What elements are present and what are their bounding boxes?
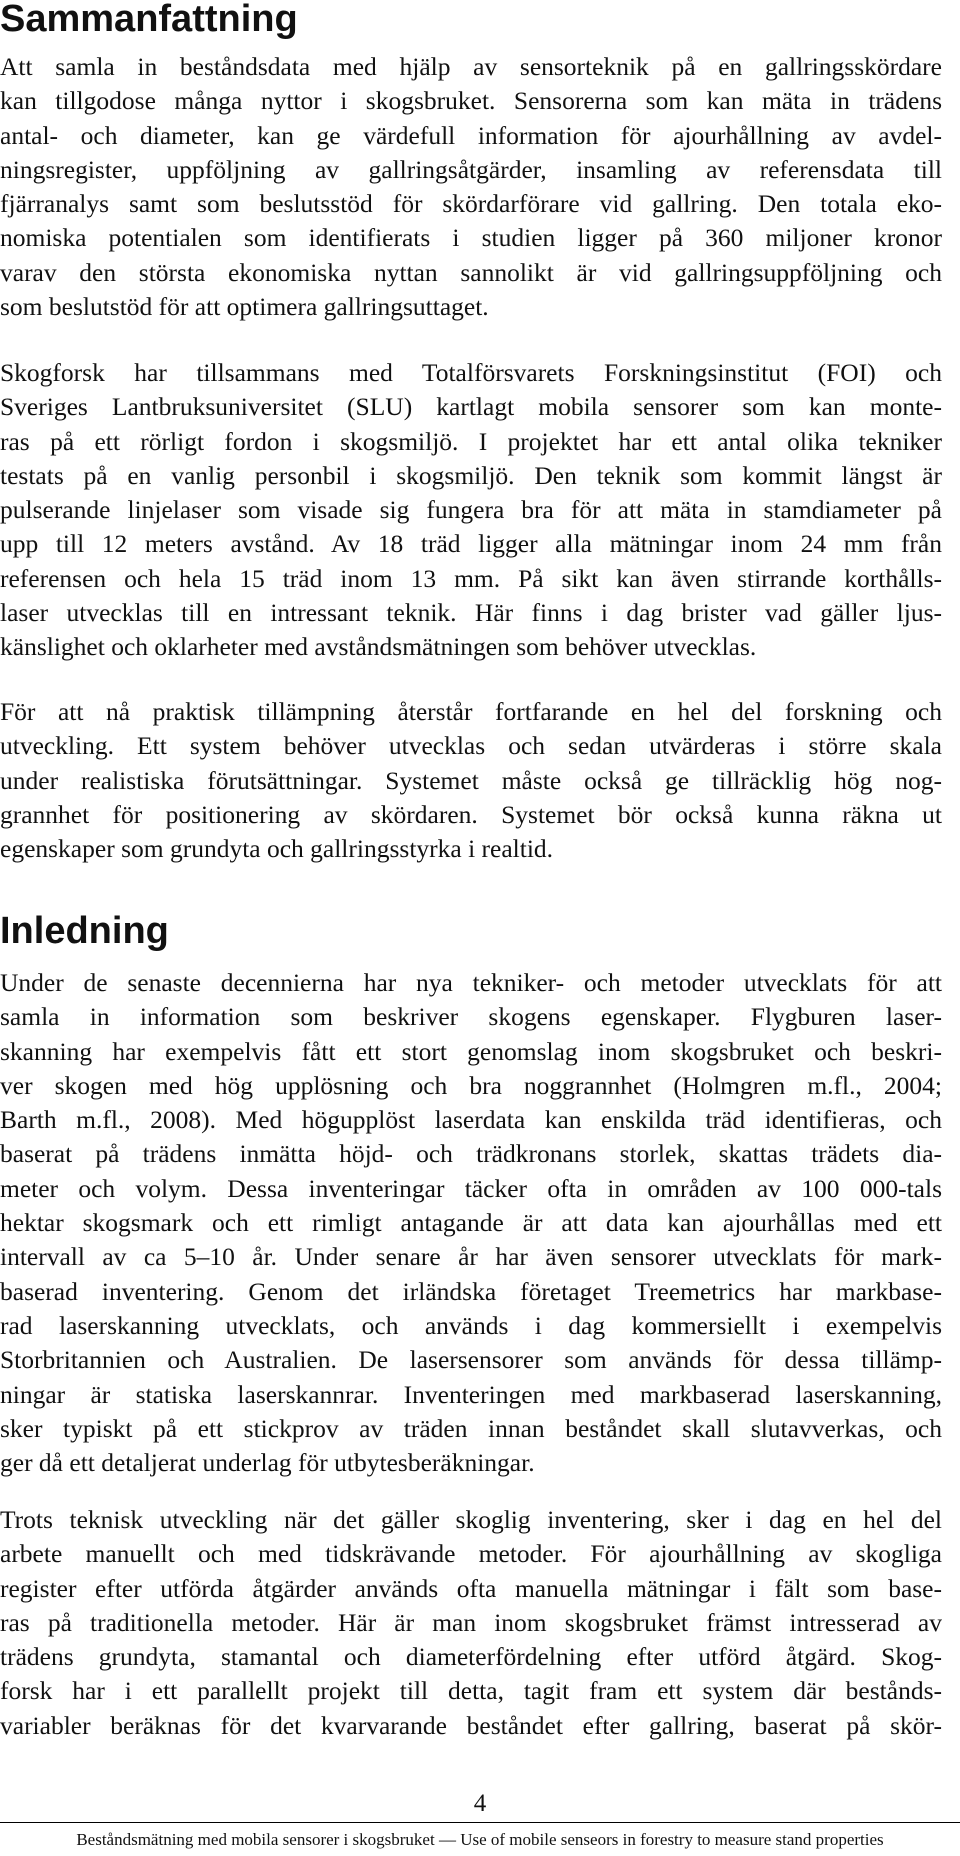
text-line: grannhet för positionering av skördaren. Systemet bör också kunna räkna ut — [0, 799, 942, 829]
text-line: skanning har exempelvis fått ett stort genomslag inom skogsbruket och beskri- — [0, 1036, 942, 1066]
text-line: kan tillgodose många nyttor i skogsbruket. Sensorerna som kan mäta in trädens — [0, 86, 942, 116]
text-line: hektar skogsmark och ett rimligt antagande är att data kan ajourhållas med ett — [0, 1208, 942, 1238]
text-line: pulserande linjelaser som visade sig fungera bra för att mäta in stamdiameter på — [0, 495, 942, 525]
text-line: baserad inventering. Genom det irländska företaget Treemetrics har markbase- — [0, 1276, 942, 1306]
summary-paragraph-3 — [0, 695, 942, 866]
text-line: varav den största ekonomiska nyttan sannolikt är vid gallringsuppföljning och — [0, 257, 942, 287]
intro-paragraph-1 — [0, 966, 942, 1480]
text-line: Att samla in beståndsdata med hjälp av sensorteknik på en gallringsskördare — [0, 52, 942, 81]
text-line: Under de senaste decennierna har nya tekniker- och metoder utvecklats för att — [0, 968, 942, 997]
text-line: Skogforsk har tillsammans med Totalförsvarets Forskningsinstitut (FOI) och — [0, 358, 942, 387]
page-number: 4 — [473, 1790, 487, 1817]
text-line: ras på ett rörligt fordon i skogsmiljö. I projektet har ett antal olika tekniker — [0, 426, 942, 456]
text-line: Sveriges Lantbruksuniversitet (SLU) kartlagt mobila sensorer som kan monte- — [0, 392, 942, 422]
text-line: under realistiska förutsättningar. Systemet måste också ge tillräcklig hög nog- — [0, 765, 942, 795]
intro-paragraph-2 — [0, 1503, 942, 1743]
text-line: utveckling. Ett system behöver utvecklas och sedan utvärderas i större skala — [0, 731, 942, 761]
text-line: meter och volym. Dessa inventeringar täcker ofta in områden av 100 000-tals — [0, 1173, 942, 1203]
text-line: ras på traditionella metoder. Här är man inom skogsbruket främst intresserad av — [0, 1607, 942, 1637]
text-line: ningsregister, uppföljning av gallringsåtgärder, insamling av referensdata till — [0, 154, 942, 184]
text-line: register efter utförda åtgärder används ofta manuella mätningar i fält som base- — [0, 1573, 942, 1603]
running-footer: Beståndsmätning med mobila sensorer i skogsbruket — Use of mobile senseors in forestry to measure stand properties — [76, 1830, 884, 1849]
text-line: samla in information som beskriver skogens egenskaper. Flygburen laser- — [0, 1002, 942, 1032]
text-line: Trots teknisk utveckling när det gäller skoglig inventering, sker i dag en hel del — [0, 1505, 942, 1534]
text-line: ver skogen med hög upplösning och bra noggrannhet (Holmgren m.fl., 2004; — [0, 1070, 942, 1100]
text-line: arbete manuellt och med tidskrävande metoder. För ajourhållning av skogliga — [0, 1539, 942, 1569]
text-line: som beslutstöd för att optimera gallringsuttaget. — [0, 292, 489, 322]
text-line: intervall av ca 5–10 år. Under senare år har även sensorer utvecklats för mark- — [0, 1242, 942, 1272]
text-line: upp till 12 meters avstånd. Av 18 träd ligger alla mätningar inom 24 mm från — [0, 529, 942, 559]
text-line: ger då ett detaljerat underlag för utbytesberäkningar. — [0, 1448, 535, 1478]
text-line: variabler beräknas för det kvarvarande beståndet efter gallring, baserat på skör- — [0, 1710, 942, 1740]
text-line: baserat på trädens inmätta höjd- och trädkronans storlek, skattas trädets dia- — [0, 1139, 942, 1169]
text-line: Barth m.fl., 2008). Med högupplöst laserdata kan enskilda träd identifieras, och — [0, 1105, 942, 1135]
text-line: För att nå praktisk tillämpning återstår fortfarande en hel del forskning och — [0, 697, 942, 726]
text-line: referensen och hela 15 träd inom 13 mm. På sikt kan även stirrande korthålls- — [0, 563, 942, 593]
heading-intro: Inledning — [0, 910, 169, 952]
text-line: antal- och diameter, kan ge värdefull information för ajourhållning av avdel- — [0, 120, 942, 150]
text-line: sker typiskt på ett stickprov av träden innan beståndet skall slutavverkas, och — [0, 1413, 942, 1443]
text-line: ningar är statiska laserskannrar. Inventeringen med markbaserad laserskanning, — [0, 1379, 942, 1409]
summary-paragraph-2 — [0, 356, 942, 665]
text-line: laser utvecklas till en intressant teknik. Här finns i dag brister vad gäller ljus- — [0, 598, 942, 628]
text-line: rad laserskanning utvecklats, och används i dag kommersiellt i exempelvis — [0, 1310, 942, 1340]
text-line: forsk har i ett parallellt projekt till detta, tagit fram ett system där bestånds- — [0, 1676, 942, 1706]
text-line: Storbritannien och Australien. De lasersensorer som används för dessa tillämp- — [0, 1345, 942, 1375]
footer-rule — [0, 1822, 960, 1823]
text-line: fjärranalys samt som beslutsstöd för skördarförare vid gallring. Den totala eko- — [0, 189, 942, 219]
text-line: nomiska potentialen som identifierats i studien ligger på 360 miljoner kronor — [0, 223, 942, 253]
text-line: egenskaper som grundyta och gallringsstyrka i realtid. — [0, 834, 554, 864]
text-line: trädens grundyta, stamantal och diameterfördelning efter utförd åtgärd. Skog- — [0, 1642, 942, 1672]
text-line: testats på en vanlig personbil i skogsmiljö. Den teknik som kommit längst är — [0, 460, 942, 490]
summary-paragraph-1 — [0, 50, 942, 324]
text-line: känslighet och oklarheter med avståndsmätningen som behöver utvecklas. — [0, 632, 757, 662]
heading-summary: Sammanfattning — [0, 0, 298, 40]
